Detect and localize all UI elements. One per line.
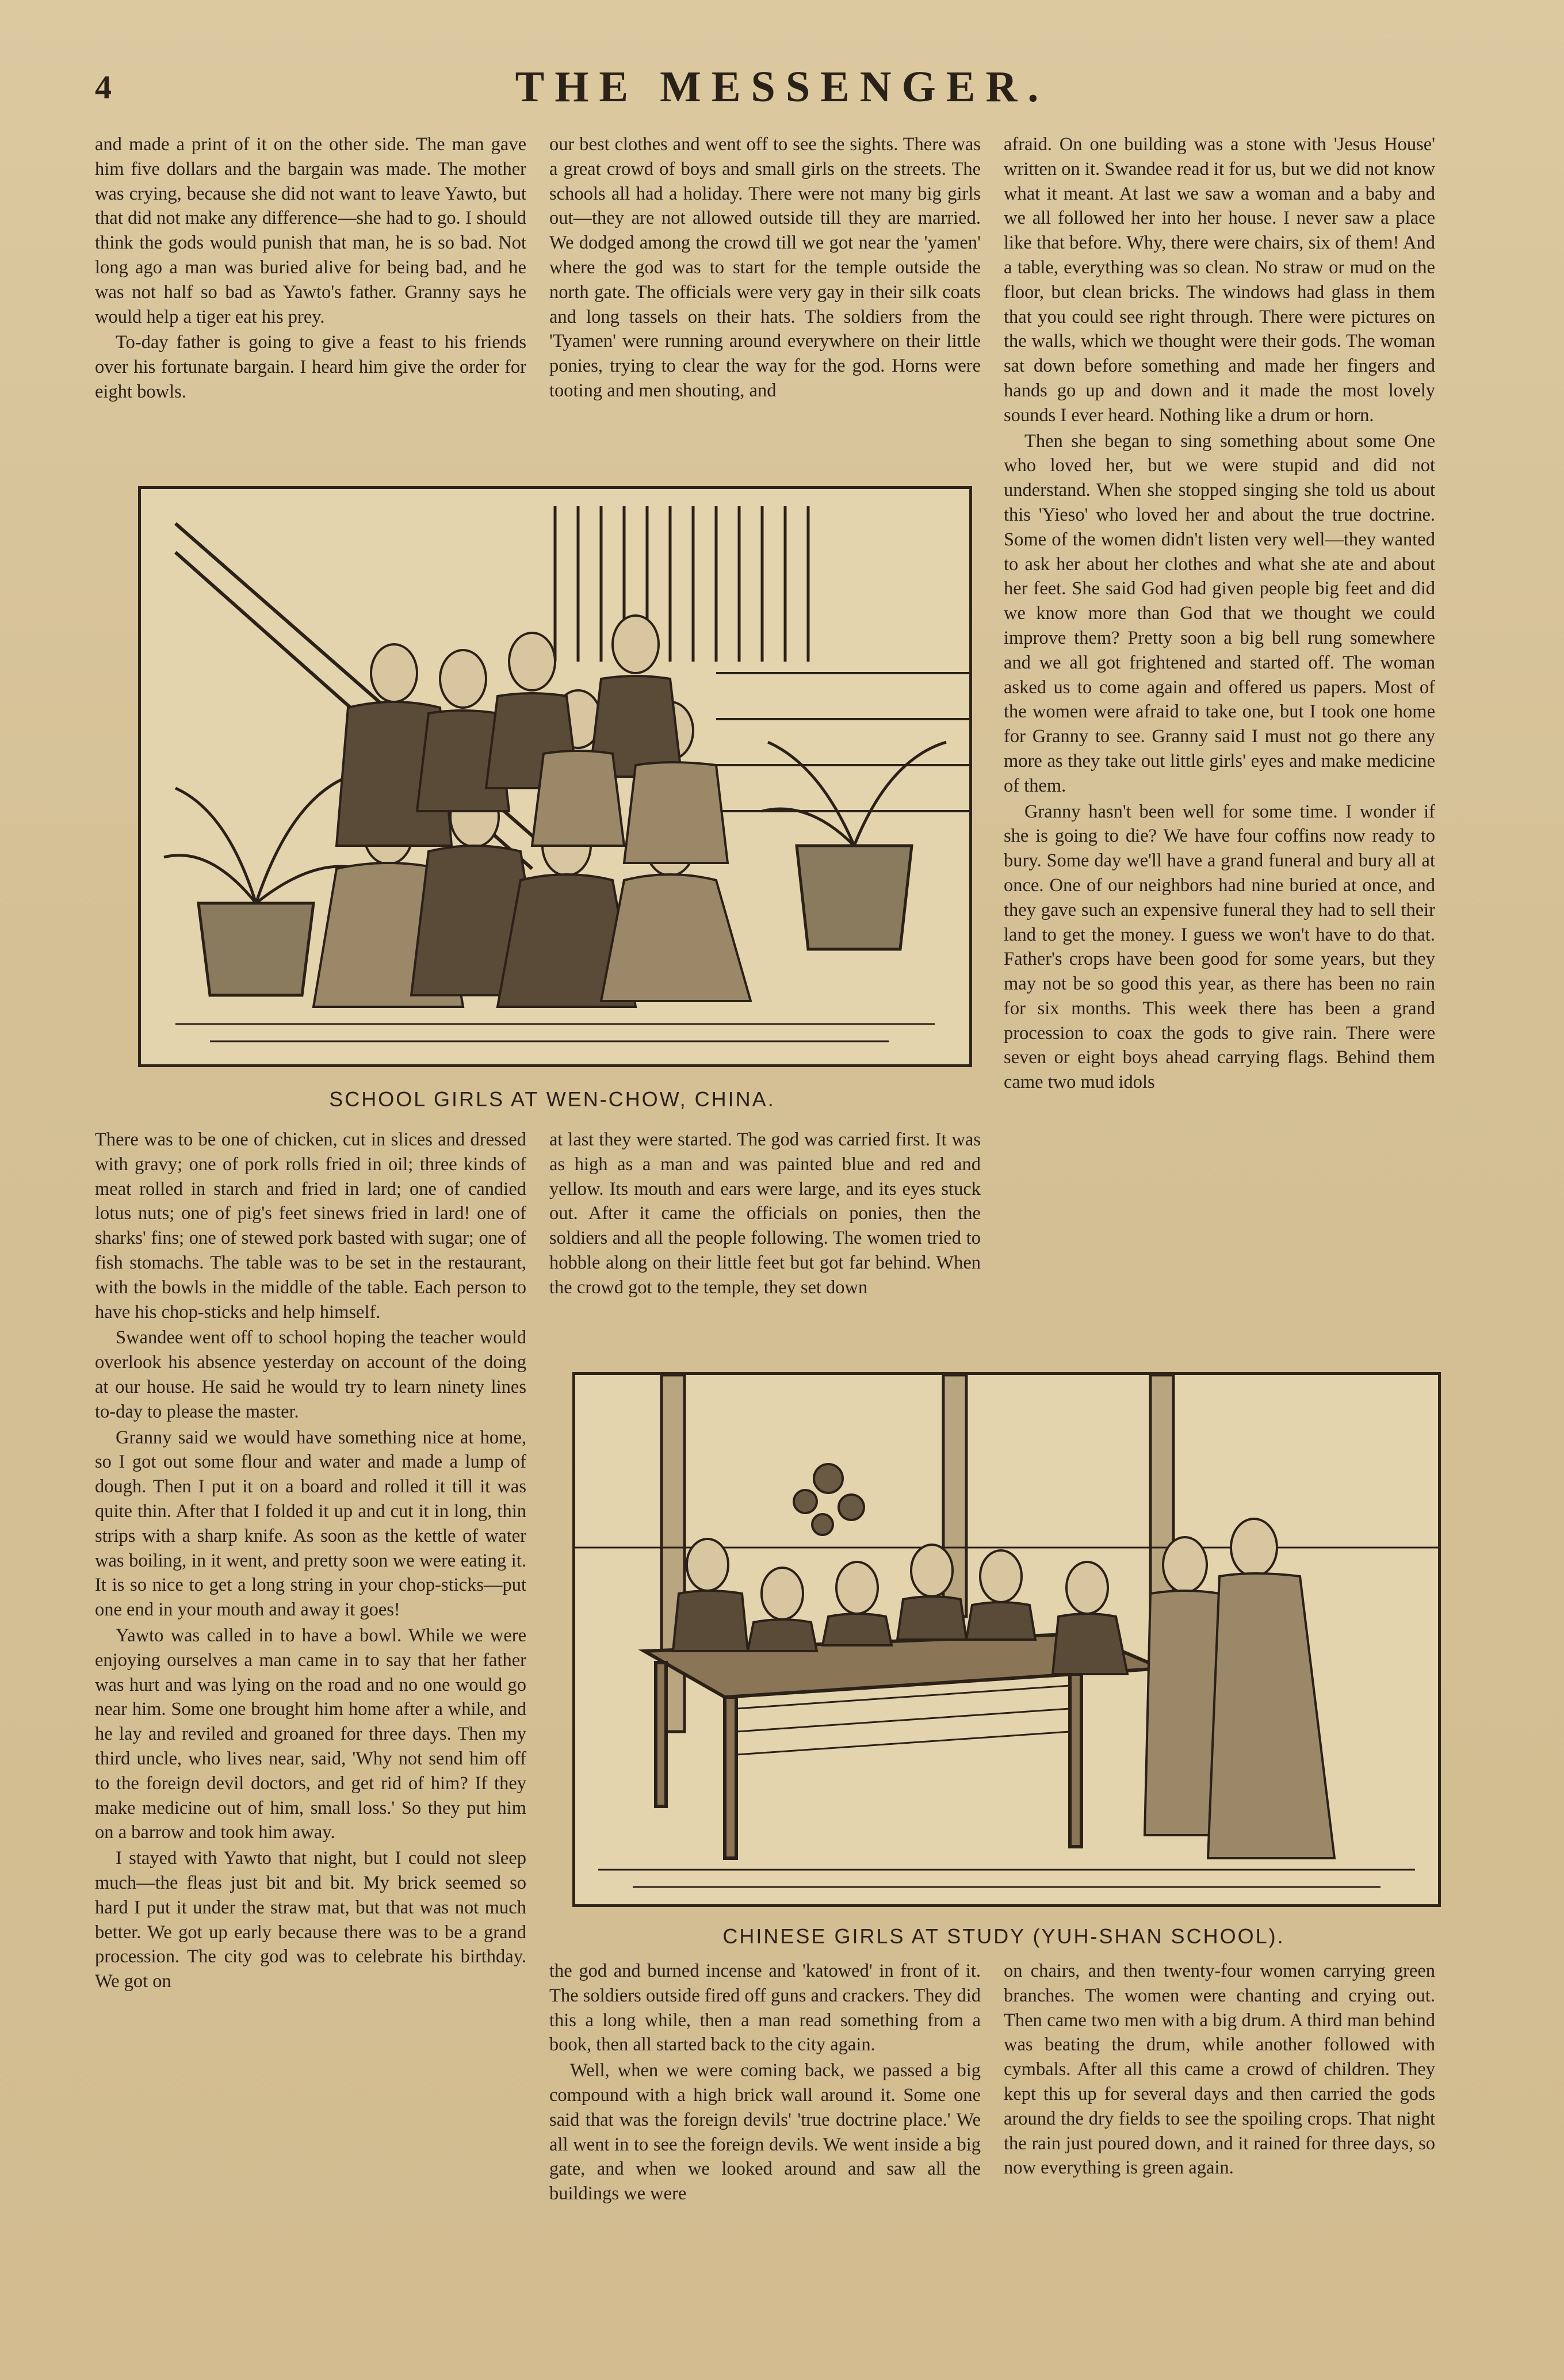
paragraph: Granny said we would have something nice at home, so I got out some flour and water and made a lump of dough. Then I put it on a board and rolled it till it was quite thin. After that I folded it up and cut it in long, thin strips with a sharp knife. As soon as the kettle of water was boiling, in it went, and pretty soon we were eating it. It is so nice to get a long string in your chop-sticks—put one end in your mouth and away it goes! xyxy=(95,1427,526,1621)
paragraph: on chairs, and then twenty-four women carrying green branches. The women were chanting and crying out. Then came two men with a big drum. A third man behind was beating the drum, while another followed with cymbals. After all this came a crowd of children. They kept this up for several days and then carried the gods around the dry fields to see the spoiling crops. That night the rain just poured down, and it rained for three days, so now everything is green again. xyxy=(1004,1961,1435,2179)
illustration-girls-at-study xyxy=(572,1372,1441,1907)
column-3-top xyxy=(1004,132,1435,1096)
page-number: 4 xyxy=(95,68,112,106)
masthead-title: THE MESSENGER. xyxy=(515,63,1049,111)
engraving-school-girls-image xyxy=(141,489,969,1064)
column-1-top xyxy=(95,132,526,406)
paragraph: I stayed with Yawto that night, but I could not sleep much—the fleas just bit and bit. My brick seemed so hard I put it under the straw mat, but that was not much better. We got up early because there was to be a grand procession. The city god was to celebrate his birthday. We got on xyxy=(95,1848,526,1992)
paragraph: and made a print of it on the other side. The man gave him five dollars and the bargain was made. The mother was crying, because she did not want to leave Yawto, but that did not make any difference—she had to go. I should think the gods would punish that man, he is so bad. Not long ago a man was buried alive for being bad, and he was not half so bad as Yawto's father. Granny says he would help a tiger eat his prey. xyxy=(95,134,526,327)
illustration-school-girls xyxy=(138,486,972,1067)
column-2-bottom xyxy=(549,1959,981,2207)
paragraph: Then she began to sing something about some One who loved her, but we were stupid and did not understand. When she stopped singing she told us about this 'Yieso' who loved her and about the true doctrine. Some of the women didn't listen very well—they wanted to ask her about her clothes and what she ate and about her feet. She said God had given people big feet and did we know more than God that we thought we could improve them? Pretty soon a big bell rung somewhere and we all got frightened and started off. The woman asked us to come again and offered us papers. Most of the women were afraid to take one, but I took one home for Granny to see. Granny said I must not go there any more as they take out little girls' eyes and make medicine of them. xyxy=(1004,430,1435,796)
paragraph: at last they were started. The god was carried first. It was as high as a man and was painted blue and red and yellow. Its mouth and ears were large, and its eyes stuck out. After it came the officials on ponies, then the soldiers and all the people following. The women tried to hobble along on their little feet but got far behind. When the crowd got to the temple, they set down xyxy=(549,1129,981,1298)
column-2-middle xyxy=(549,1128,981,1301)
engraving-girls-at-study-image xyxy=(575,1375,1438,1904)
paragraph: Granny hasn't been well for some time. I wonder if she is going to die? We have four coffins now ready to bury. Some day we'll have a grand funeral and bury all at once. One of our neighbors had nine buried at once, and they gave such an expensive funeral they had to sell their land to get the money. I guess we won't have to do that. Father's crops have been good for some years, but they may not be so good this year, as there has been no rain for six months. This week there has been a grand procession to coax the gods to give rain. There were seven or eight boys ahead carrying flags. Behind them came two mud idols xyxy=(1004,801,1435,1093)
column-1-bottom xyxy=(95,1128,526,1995)
caption-school-girls: SCHOOL GIRLS AT WEN-CHOW, CHINA. xyxy=(329,1087,775,1111)
paragraph: the god and burned incense and 'katowed' in front of it. The soldiers outside fired off guns and crackers. They did this a long while, then a man read something from a book, then all started back to the city again. xyxy=(549,1961,981,2056)
paragraph: Swandee went off to school hoping the teacher would overlook his absence yesterday on account of the doing at our house. He said he would try to learn ninety lines to-day to please the master. xyxy=(95,1327,526,1422)
column-2-top xyxy=(549,132,981,404)
paragraph: afraid. On one building was a stone with 'Jesus House' written on it. Swandee read it for us, but we did not know what it meant. At last we saw a woman and a baby and we all followed her into her house. I never saw a place like that before. Why, there were chairs, six of them! And a table, everything was so clean. No straw or mud on the floor, but clean bricks. The windows had glass in them that you could see right through. There were pictures on the walls, which we thought were their gods. The woman sat down before something and made her fingers and hands go up and down and it made the most lovely sounds I ever heard. Nothing like a drum or horn. xyxy=(1004,134,1435,426)
column-3-bottom xyxy=(1004,1959,1435,2182)
paragraph: Yawto was called in to have a bowl. While we were enjoying ourselves a man came in to say that her father was hurt and was lying on the road and no one would go near him. Some one brought him home after a while, and he lay and reviled and groaned for three days. Then my third uncle, who lives near, said, 'Why not send him off to the foreign devil doctors, and get rid of him? If they make medicine out of him, small loss.' So they put him on a barrow and took him away. xyxy=(95,1625,526,1843)
paragraph: our best clothes and went off to see the sights. There was a great crowd of boys and small girls on the streets. The schools all had a holiday. There were not many big girls out—they are not allowed outside till they are married. We dodged among the crowd till we got near the 'yamen' where the god was to start for the temple outside the north gate. The officials were very gay in their silk coats and long tassels on their hats. The soldiers from the 'Tyamen' were running around everywhere on their little ponies, trying to clear the way for the god. Horns were tooting and men shouting, and xyxy=(549,134,981,401)
caption-girls-at-study: CHINESE GIRLS AT STUDY (YUH-SHAN SCHOOL). xyxy=(722,1924,1285,1948)
paragraph: There was to be one of chicken, cut in slices and dressed with gravy; one of pork rolls fried in oil; three kinds of meat rolled in starch and fried in lard; one of candied lotus nuts; one of pig's feet sinews fried in lard! one of sharks' fins; one of stewed pork basted with sugar; one of fish stomachs. The table was to be set in the restaurant, with the bowls in the middle of the table. Each person to have his chop-sticks and help himself. xyxy=(95,1129,526,1323)
paragraph: Well, when we were coming back, we passed a big compound with a high brick wall around it. Some one said that was the foreign devils' 'true doctrine place.' We all went in to see the foreign devils. We went inside a big gate, and when we looked around and saw all the buildings we were xyxy=(549,2060,981,2205)
paragraph: To-day father is going to give a feast to his friends over his fortunate bargain. I heard him give the order for eight bowls. xyxy=(95,332,526,402)
